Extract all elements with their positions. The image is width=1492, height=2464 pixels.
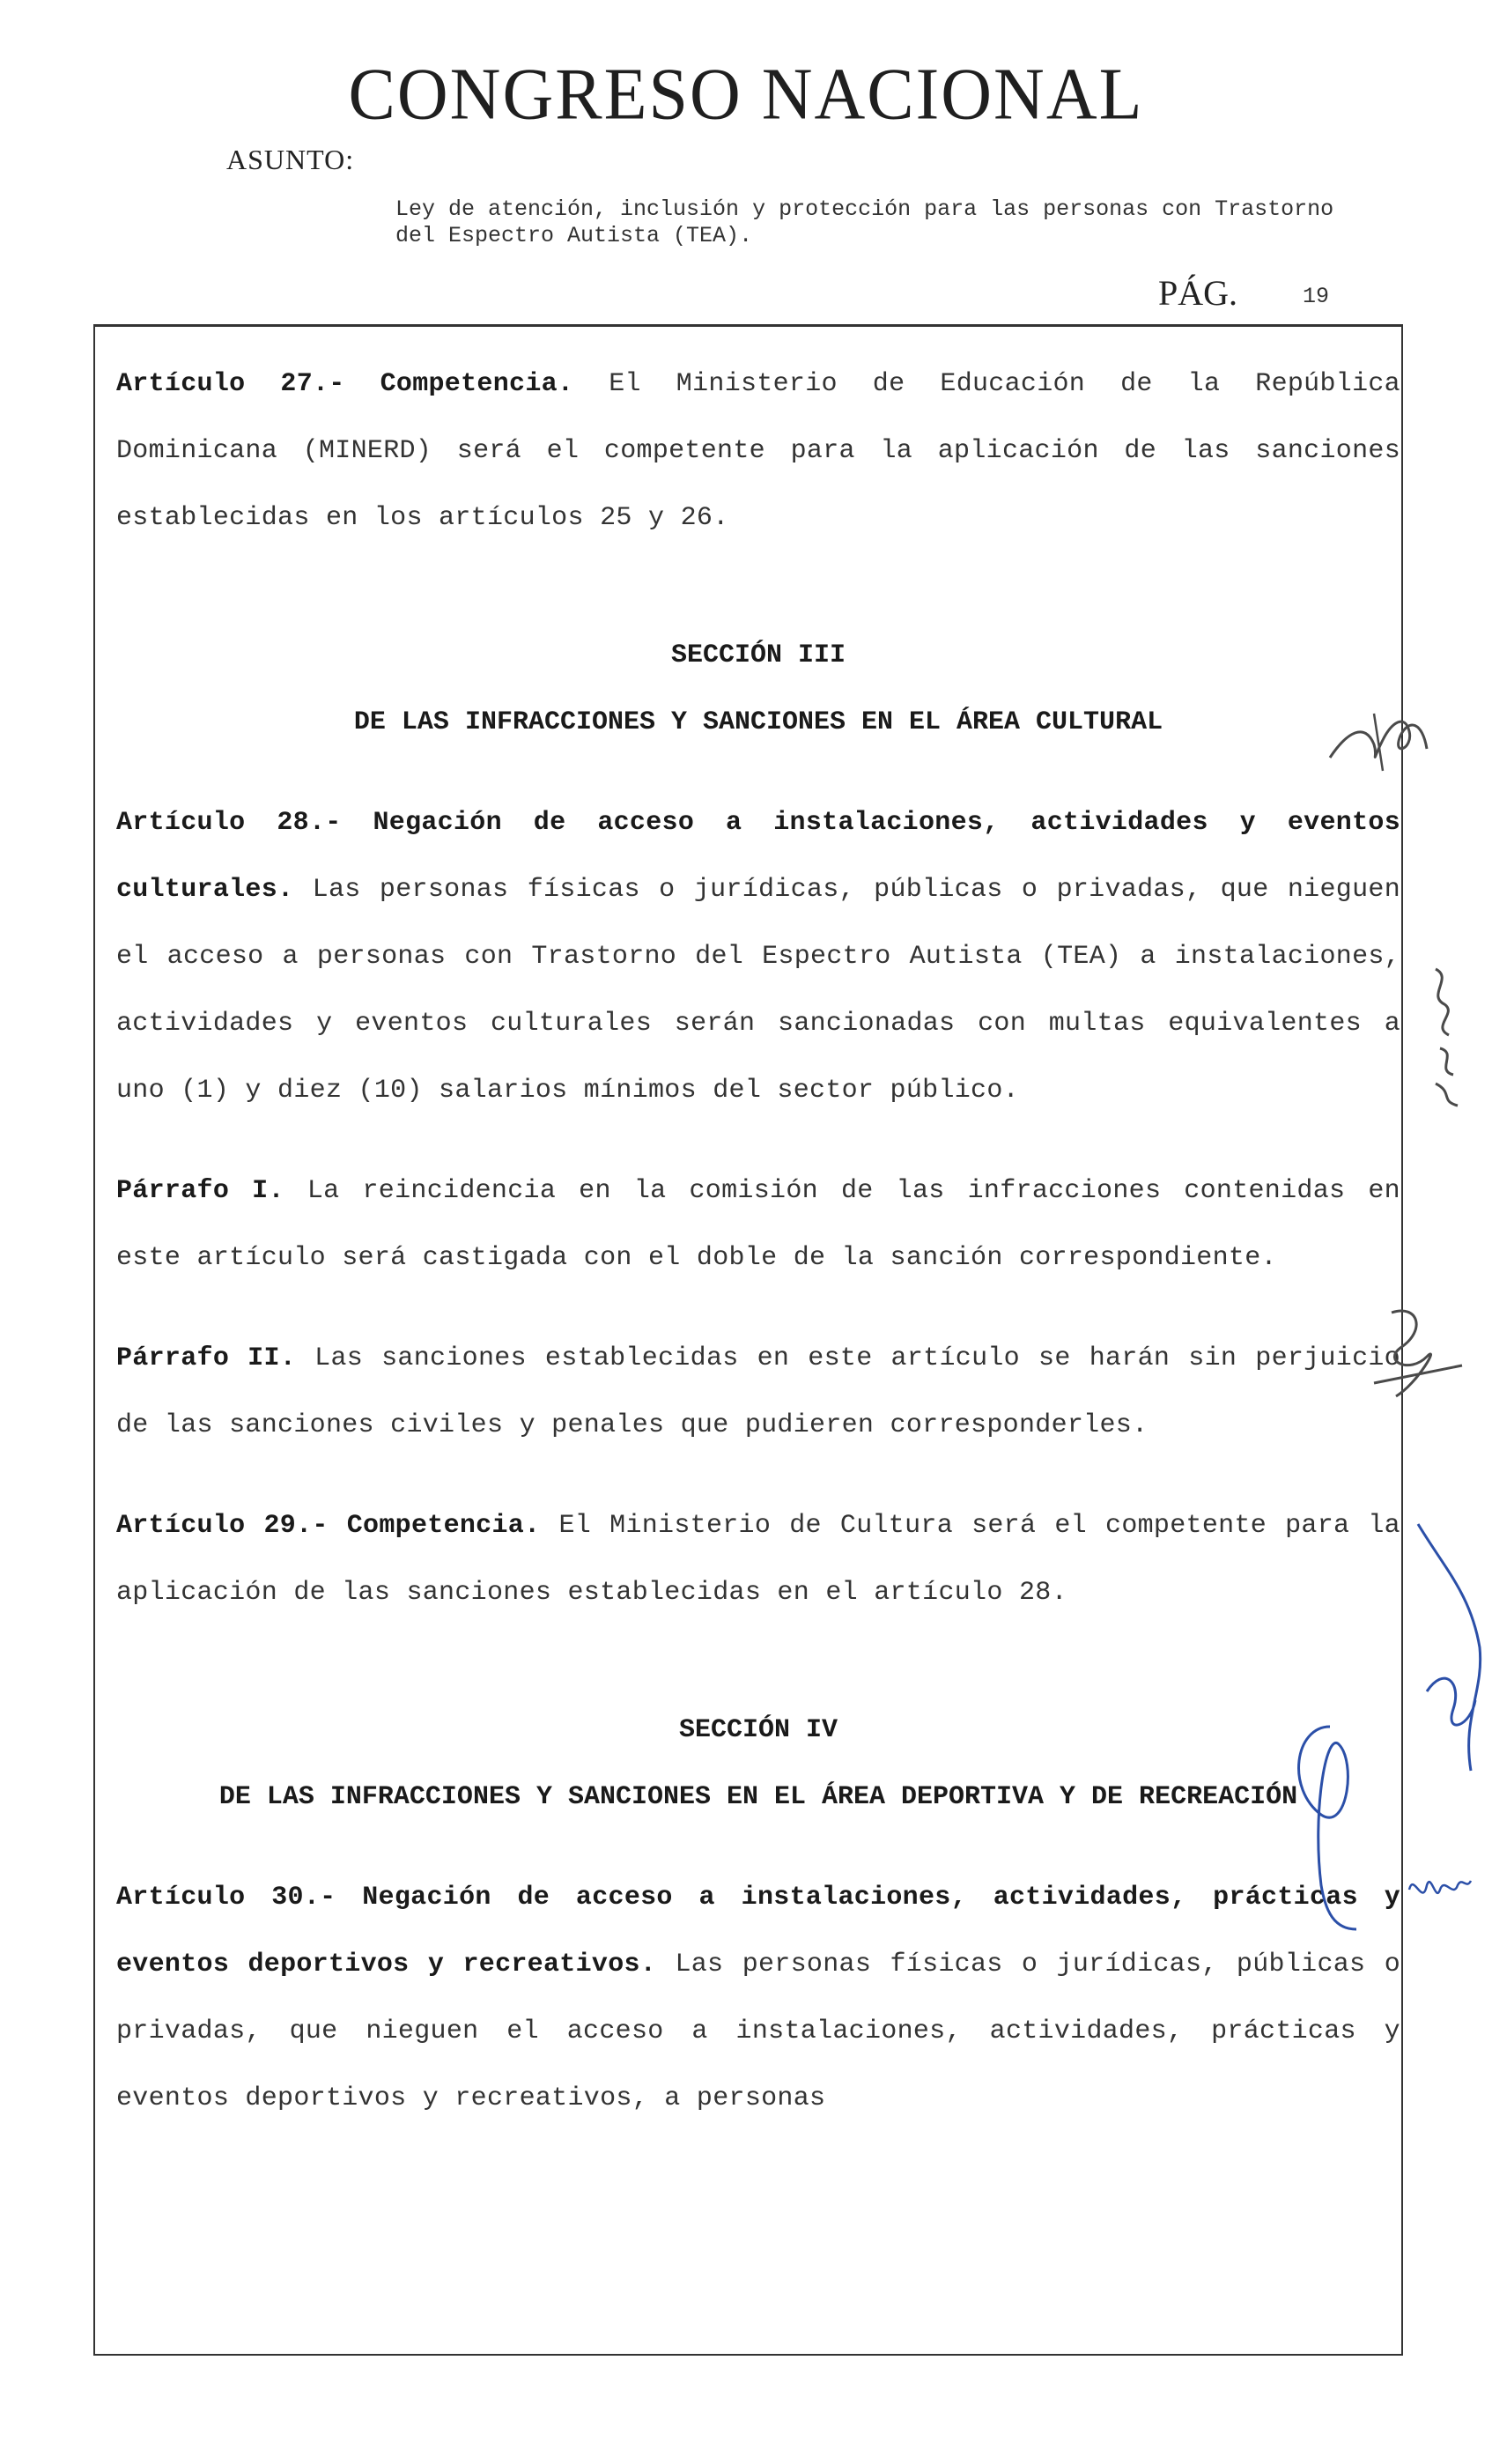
paragraph-2 [116,1325,1400,1459]
article-heading: Artículo 28.- Negación de acceso a instalaciones, actividades y eventos culturales. [116,808,1400,905]
institution-title: CONGRESO NACIONAL [348,53,1144,136]
paragraph-text: Las sanciones establecidas en este artículo se harán sin perjuicio de las sanciones civiles y penales que pudieren corresponderles. [116,1343,1400,1440]
handwritten-signature-3 [1277,1709,1365,1938]
article-29 [116,1492,1400,1626]
article-heading: Artículo 27.- Competencia. [116,369,574,399]
asunto-label: ASUNTO: [226,144,355,175]
paragraph-1 [116,1158,1400,1291]
article-text: El Ministerio de Educación de la República Dominicana (MINERD) será el competente para la aplicación de las sanciones establecidas en los artículos 25 y 26. [116,369,1400,533]
handwritten-signature-2 [1409,1515,1488,1780]
section-subtitle: DE LAS INFRACCIONES Y SANCIONES EN EL ÁREA CULTURAL [353,707,1163,737]
paragraph-text: La reincidencia en la comisión de las infracciones contenidas en este artículo será castigada con el doble de la sanción correspondiente. [116,1176,1400,1273]
handwritten-initials-2 [1418,960,1471,1110]
article-27 [116,351,1400,551]
article-text: El Ministerio de Cultura será el competente para la aplicación de las sanciones establecidas en el artículo 28. [116,1511,1400,1608]
handwritten-initials-1 [1321,696,1436,775]
page-label: PÁG. [1158,273,1238,313]
page-number: 19 [1303,284,1330,309]
section-title: SECCIÓN IV [678,1715,838,1745]
section-title: SECCIÓN III [670,640,846,670]
asunto-text: Ley de atención, inclusión y protección para las personas con Trastorno del Espectro Autista (TEA). [395,196,1334,248]
document-body [116,351,1400,2132]
article-text: Las personas físicas o jurídicas, públicas o privadas, que nieguen el acceso a instalaciones, actividades, prácticas y eventos deportivos y recreativos, a personas [116,1950,1400,2113]
article-30 [116,1864,1400,2132]
paragraph-heading: Párrafo I. [116,1176,284,1206]
section-subtitle: DE LAS INFRACCIONES Y SANCIONES EN EL ÁREA DEPORTIVA Y DE RECREACIÓN [218,1782,1298,1812]
handwritten-initials-3 [1405,1863,1475,1916]
article-text: Las personas físicas o jurídicas, públicas o privadas, que nieguen el acceso a personas con Trastorno del Espectro Autista (TEA) a instalaciones, actividades y eventos culturales serán sancionadas con multas equivalentes a uno (1) y diez (10) salarios mínimos del sector público. [116,875,1400,1106]
article-heading: Artículo 29.- Competencia. [116,1511,541,1541]
article-heading: Artículo 30.- Negación de acceso a instalaciones, actividades, prácticas y eventos deportivos y recreativos. [116,1883,1400,1979]
article-28 [116,789,1400,1124]
paragraph-heading: Párrafo II. [116,1343,297,1373]
handwritten-signature-1 [1356,1295,1471,1410]
